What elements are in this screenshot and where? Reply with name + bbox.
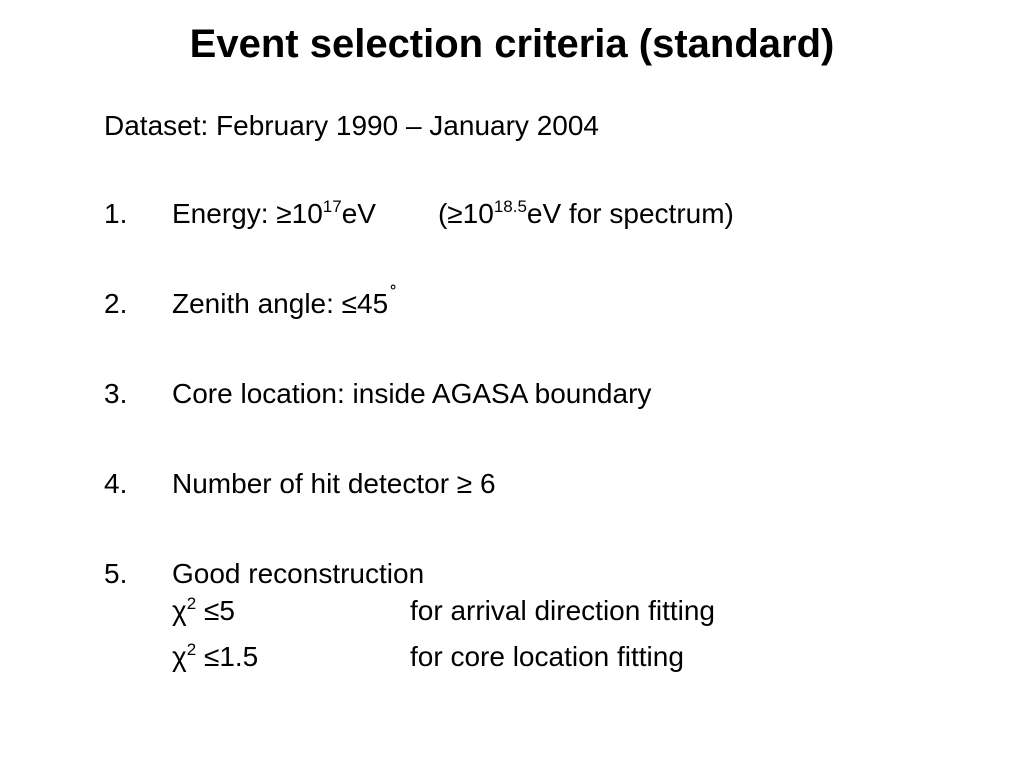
- dataset-line: Dataset: February 1990 – January 2004: [104, 110, 599, 141]
- chi-threshold: ≤5: [196, 595, 235, 626]
- chi-square-condition: [172, 637, 258, 681]
- criterion-number: 5.: [104, 558, 128, 589]
- criterion-energy-text: [172, 194, 734, 238]
- criterion-number: 3.: [104, 378, 128, 409]
- reconstruction-text: Good reconstruction: [172, 558, 425, 589]
- energy-unit: eV: [341, 198, 376, 229]
- spectrum-exponent: 18.5: [493, 197, 527, 216]
- chi-exponent: 2: [186, 594, 197, 613]
- chi-exponent: 2: [186, 640, 197, 659]
- chi-threshold: ≤1.5: [196, 641, 259, 672]
- chi-square-description: for arrival direction fitting: [410, 595, 716, 626]
- criterion-number: 4.: [104, 468, 128, 499]
- chi-square-description: for core location fitting: [410, 641, 684, 672]
- spectrum-suffix: eV for spectrum): [526, 198, 734, 229]
- hit-detector-text: Number of hit detector ≥ 6: [172, 468, 496, 499]
- chi-symbol: χ: [172, 595, 187, 626]
- criterion-number: 1.: [104, 198, 128, 229]
- degree-symbol: ˚: [390, 284, 397, 306]
- energy-exponent: 17: [322, 197, 342, 216]
- chi-symbol: χ: [172, 641, 187, 672]
- spectrum-prefix: (≥10: [437, 198, 494, 229]
- energy-label: Energy: ≥10: [172, 198, 323, 229]
- zenith-text: Zenith angle: ≤45: [172, 288, 389, 319]
- slide-title: Event selection criteria (standard): [189, 22, 835, 66]
- core-location-text: Core location: inside AGASA boundary: [172, 378, 652, 409]
- criterion-number: 2.: [104, 288, 128, 319]
- criterion-zenith-text: [172, 284, 397, 327]
- chi-square-condition: [172, 591, 235, 635]
